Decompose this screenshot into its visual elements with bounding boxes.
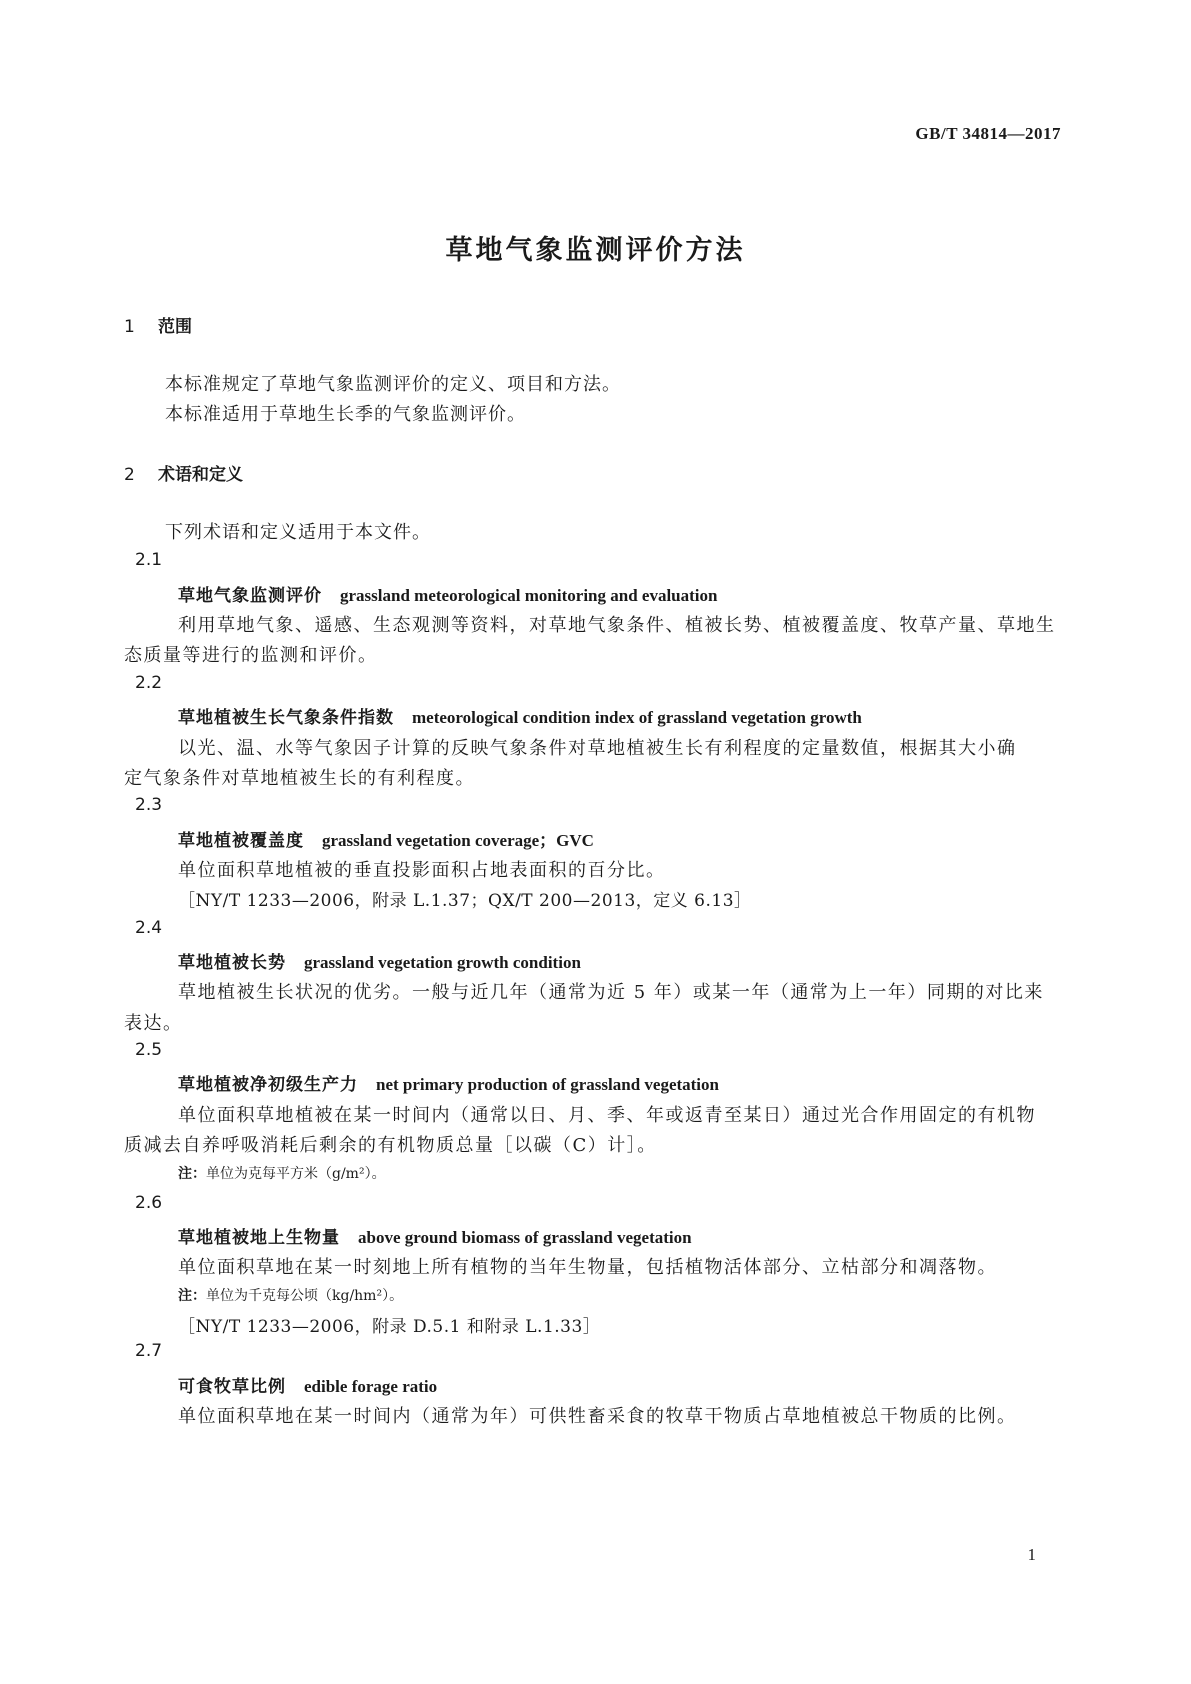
- term-number: 2.2: [135, 673, 163, 693]
- term-number: 2.6: [135, 1193, 163, 1213]
- section-title: 范围: [158, 317, 192, 337]
- section-title: 术语和定义: [158, 465, 243, 485]
- term-definition: 单位面积草地植被的垂直投影面积占地表面积的百分比。: [178, 860, 666, 881]
- paragraph: 本标准适用于草地生长季的气象监测评价。: [165, 404, 526, 425]
- section-2-heading: [124, 460, 243, 485]
- term-definition: 定气象条件对草地植被生长的有利程度。: [124, 768, 475, 789]
- term-heading: [178, 826, 594, 851]
- term-zh: 可食牧草比例: [178, 1377, 286, 1397]
- section-number: 2: [124, 465, 135, 485]
- note-label: 注：: [178, 1288, 206, 1304]
- term-note: [178, 1163, 386, 1183]
- term-reference: ［NY/T 1233—2006，附录 L.1.37；QX/T 200—2013，定义 6.13］: [178, 891, 752, 911]
- paragraph: 下列术语和定义适用于本文件。: [165, 522, 431, 543]
- term-note: [178, 1285, 403, 1305]
- term-heading: [178, 703, 862, 728]
- note-label: 注：: [178, 1166, 206, 1182]
- term-heading: [178, 948, 581, 973]
- term-number: 2.5: [135, 1040, 163, 1060]
- term-zh: 草地植被覆盖度: [178, 831, 304, 851]
- term-number: 2.7: [135, 1341, 163, 1361]
- page-number: 1: [1027, 1545, 1036, 1564]
- term-definition: 表达。: [124, 1013, 183, 1034]
- term-heading: [178, 581, 717, 606]
- term-definition: 质减去自养呼吸消耗后剩余的有机物质总量［以碳（C）计］。: [124, 1135, 657, 1156]
- term-heading: [178, 1223, 692, 1248]
- term-definition: 单位面积草地在某一时刻地上所有植物的当年生物量，包括植物活体部分、立枯部分和凋落物。: [178, 1257, 997, 1278]
- term-en: grassland meteorological monitoring and evaluation: [340, 586, 718, 605]
- term-zh: 草地植被生长气象条件指数: [178, 708, 394, 728]
- term-definition: 单位面积草地在某一时间内（通常为年）可供牲畜采食的牧草干物质占草地植被总干物质的比例。: [178, 1406, 1017, 1427]
- term-en: above ground biomass of grassland vegetation: [358, 1228, 692, 1247]
- term-definition: 利用草地气象、遥感、生态观测等资料，对草地气象条件、植被长势、植被覆盖度、牧草产量、草地生: [178, 615, 1056, 636]
- standard-code: GB/T 34814—2017: [915, 124, 1061, 143]
- term-definition: 草地植被生长状况的优劣。一般与近几年（通常为近 5 年）或某一年（通常为上一年）同期的对比来: [178, 982, 1044, 1003]
- term-en: grassland vegetation growth condition: [304, 953, 581, 972]
- document-title: 草地气象监测评价方法: [445, 235, 746, 266]
- term-number: 2.1: [135, 550, 163, 570]
- note-text: 单位为千克每公顷（kg/hm²）。: [206, 1288, 404, 1304]
- term-definition: 态质量等进行的监测和评价。: [124, 645, 378, 666]
- term-zh: 草地植被地上生物量: [178, 1228, 340, 1248]
- term-definition: 以光、温、水等气象因子计算的反映气象条件对草地植被生长有利程度的定量数值，根据其大小确: [178, 738, 1017, 759]
- term-number: 2.3: [135, 795, 163, 815]
- term-en: grassland vegetation coverage；GVC: [322, 831, 594, 850]
- term-heading: [178, 1372, 437, 1397]
- term-zh: 草地植被长势: [178, 953, 286, 973]
- section-1-heading: [124, 312, 192, 337]
- term-number: 2.4: [135, 918, 163, 938]
- term-heading: [178, 1070, 719, 1095]
- term-en: net primary production of grassland vegetation: [376, 1075, 719, 1094]
- term-en: meteorological condition index of grassland vegetation growth: [412, 708, 862, 727]
- term-reference: ［NY/T 1233—2006，附录 D.5.1 和附录 L.1.33］: [178, 1317, 601, 1337]
- term-zh: 草地植被净初级生产力: [178, 1075, 358, 1095]
- term-en: edible forage ratio: [304, 1377, 438, 1396]
- paragraph: 本标准规定了草地气象监测评价的定义、项目和方法。: [165, 374, 621, 395]
- section-number: 1: [124, 317, 135, 337]
- note-text: 单位为克每平方米（g/m²）。: [206, 1166, 386, 1182]
- term-definition: 单位面积草地植被在某一时间内（通常以日、月、季、年或返青至某日）通过光合作用固定的有机物: [178, 1105, 1036, 1126]
- term-zh: 草地气象监测评价: [178, 586, 322, 606]
